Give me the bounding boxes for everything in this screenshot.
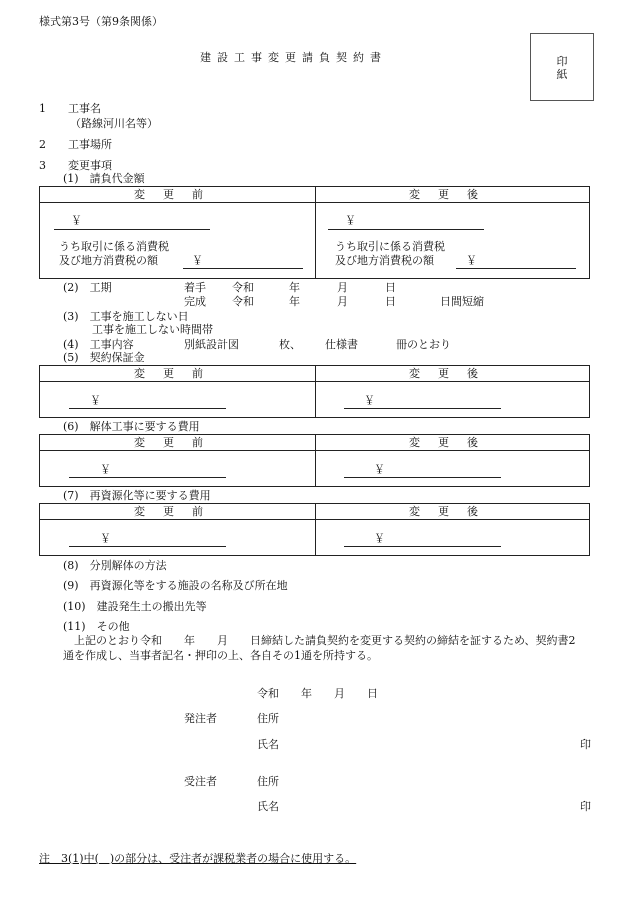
specifications: 仕様書 [325,338,358,351]
orderer-name-label: 氏名 [257,738,279,751]
before-header: 変更前 [134,188,221,201]
yen-before: ￥ [71,214,82,227]
yen-before: ￥ [100,463,111,476]
end-label: 完成 [184,295,206,308]
after-header: 変更後 [409,436,496,449]
contractor-name-label: 氏名 [257,800,279,813]
tax-label-before-1: うち取引に係る消費税 [59,240,169,253]
after-header: 変更後 [409,188,496,201]
sub2-label: (2) 工期 [63,281,112,294]
sub7-label: (7) 再資源化等に要する費用 [63,489,211,502]
body-text-line2: 通を作成し、当事者記名・押印の上、各自その1通を所持する。 [63,649,378,662]
before-header: 変更前 [134,505,221,518]
tax-yen-after: ￥ [466,254,477,267]
item2-label: 工事場所 [68,138,112,151]
orderer-label: 発注者 [184,712,217,725]
contractor-seal: 印 [580,800,591,813]
contractor-label: 受注者 [184,775,217,788]
tax-label-after-1: うち取引に係る消費税 [335,240,445,253]
end-day: 日 [385,295,396,308]
recycling-cost-table [39,503,590,556]
sub5-label: (5) 契約保証金 [63,351,145,364]
before-header: 変更前 [134,367,221,380]
form-number: 様式第3号（第9条関係） [39,15,163,28]
yen-after: ￥ [364,394,375,407]
sub8-label: (8) 分別解体の方法 [63,559,167,572]
contract-amount-table [39,186,590,279]
sub10-label: (10) 建設発生土の搬出先等 [63,600,207,613]
sub9-label: (9) 再資源化等をする施設の名称及び所在地 [63,579,288,592]
yen-before: ￥ [100,532,111,545]
orderer-seal: 印 [580,738,591,751]
sub11-label: (11) その他 [63,620,130,633]
end-year: 年 [289,295,300,308]
contractor-address-label: 住所 [257,775,279,788]
before-header: 変更前 [134,436,221,449]
sheets-unit: 枚、 [279,338,301,351]
yen-after: ￥ [374,463,385,476]
tax-yen-before: ￥ [192,254,203,267]
item3-label: 変更事項 [68,159,112,172]
signature-date: 令和 年 月 日 [257,687,378,700]
stamp-label-1: 印 [556,55,568,68]
after-header: 変更後 [409,505,496,518]
yen-before: ￥ [90,394,101,407]
volumes-unit: 冊のとおり [396,338,451,351]
start-year: 年 [289,281,300,294]
revenue-stamp-box [530,33,594,101]
item1-label: 工事名 [68,102,101,115]
item2-number: 2 [39,138,46,151]
end-era: 令和 [232,295,254,308]
item1-sub: （路線河川名等） [70,117,158,130]
start-label: 着手 [184,281,206,294]
yen-after: ￥ [345,214,356,227]
days-shortened: 日間短縮 [440,295,484,308]
item3-number: 3 [39,159,46,172]
end-month: 月 [337,295,348,308]
yen-after: ￥ [374,532,385,545]
item1-number: 1 [39,102,46,115]
tax-label-before-2: 及び地方消費税の額 [59,254,158,267]
start-day: 日 [385,281,396,294]
document-title: 建設工事変更請負契約書 [200,51,387,64]
design-drawings: 別紙設計図 [184,338,239,351]
sub3-label: (3) 工事を施工しない日 [63,310,189,323]
footnote: 注 3(1)中( )の部分は、受注者が課税業者の場合に使用する。 [39,852,357,865]
sub4-label: (4) 工事内容 [63,338,134,351]
start-era: 令和 [232,281,254,294]
orderer-address-label: 住所 [257,712,279,725]
sub6-label: (6) 解体工事に要する費用 [63,420,200,433]
demolition-cost-table [39,434,590,487]
guarantee-table [39,365,590,418]
body-text-line1: 上記のとおり令和 年 月 日締結した請負契約を変更する契約の締結を証するため、契約書2 [74,634,576,647]
start-month: 月 [337,281,348,294]
tax-label-after-2: 及び地方消費税の額 [335,254,434,267]
after-header: 変更後 [409,367,496,380]
stamp-label-2: 紙 [556,68,568,81]
sub1-label: (1) 請負代金額 [63,172,145,185]
sub3b-label: 工事を施工しない時間帯 [92,323,213,336]
